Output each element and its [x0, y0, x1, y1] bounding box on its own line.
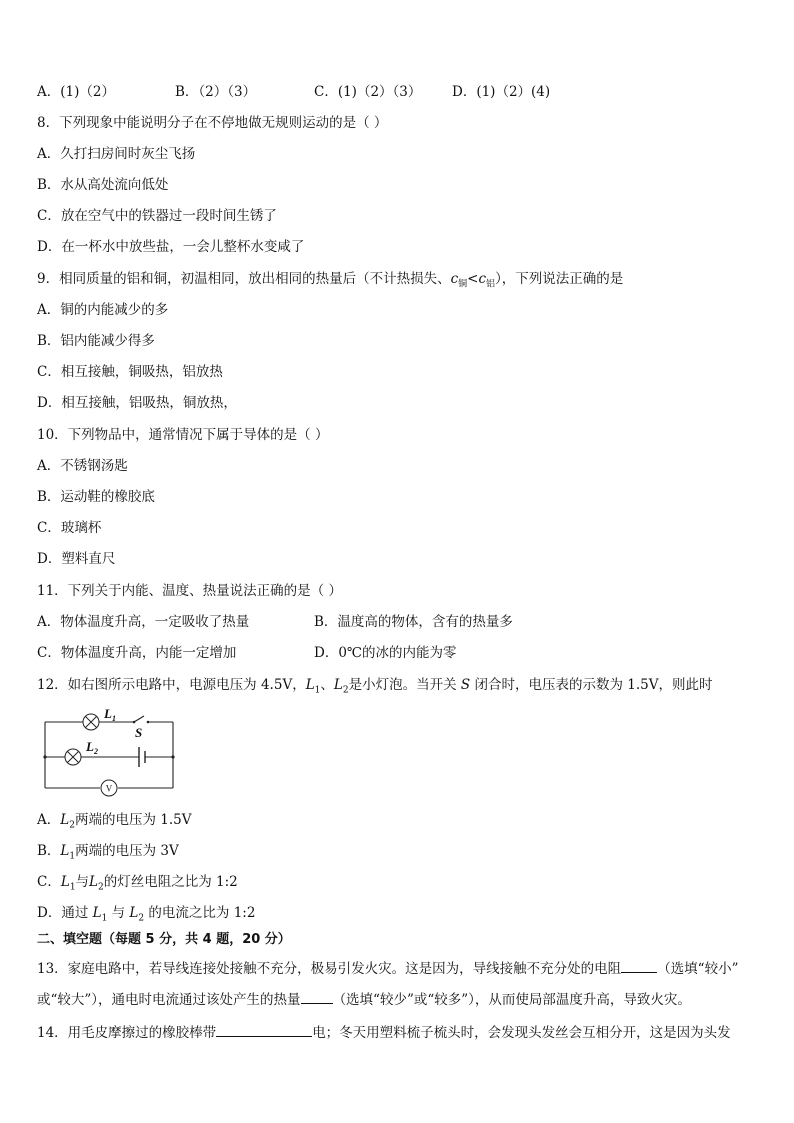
q12-stem-p2: 是小灯泡。当开关: [348, 677, 461, 693]
q12-l2: L: [333, 677, 343, 693]
q10-option-c: C．玻璃杯: [37, 520, 102, 536]
q8-option-b: B．水从高处流向低处: [37, 177, 169, 193]
battery-icon: [139, 747, 145, 767]
q13-line1: 13．家庭电路中，若导线连接处接触不充分，极易引发火灾。这是因为，导线接触不充分处的电阻 （选填“较小”: [37, 958, 739, 978]
q8-option-d: D．在一杯水中放些盐，一会儿整杯水变咸了: [37, 239, 305, 255]
q9-option-c: C．相互接触，铜吸热，铝放热: [37, 364, 223, 380]
q10-option-a: A．不锈钢汤匙: [37, 458, 128, 474]
q10-option-d: D．塑料直尺: [37, 551, 116, 567]
q8-option-c: C．放在空气中的铁器过一段时间生锈了: [37, 208, 277, 224]
q9-option-b: B．铝内能减少得多: [37, 333, 155, 349]
q11-option-a: A．物体温度升高，一定吸收了热量: [37, 614, 250, 630]
label-s: S: [135, 725, 143, 740]
q7-option-d: D．(1)（2）(4): [452, 84, 551, 100]
label-l2: $L_2$: [86, 739, 98, 756]
voltmeter-label: V: [105, 783, 113, 794]
q14-line1: 14．用毛皮摩擦过的橡胶棒带 电；冬天用塑料梳子梳头时，会发现头发丝会互相分开，这是因为头发: [37, 1022, 731, 1042]
q9-stem: [37, 270, 623, 294]
label-l1: $L_1$: [104, 706, 116, 723]
q9-sub-al: 铝: [486, 279, 496, 290]
q8-stem: 8．下列现象中能说明分子在不停地做无规则运动的是（ ）: [37, 115, 388, 131]
q11-option-c: C．物体温度升高，内能一定增加: [37, 645, 237, 661]
q12-stem: [37, 676, 712, 700]
q12-circuit-diagram: [40, 705, 180, 800]
q7-options: [37, 83, 757, 101]
q9-lt: <: [467, 271, 479, 287]
q9-sub-cu: 铜: [458, 279, 468, 290]
q9-option-d: D．相互接触，铝吸热，铜放热，: [37, 395, 237, 411]
junction-dot: [171, 755, 174, 758]
switch-contact-icon: [147, 721, 150, 724]
q12-option-b: B．$L_1$两端的电压为 3V: [37, 843, 179, 862]
q12-l2-sub: 2: [342, 685, 349, 696]
q12-s: S: [460, 677, 471, 693]
lamp-l1-icon: [83, 714, 99, 730]
q12-option-a: A．$L_2$两端的电压为 1.5V: [37, 812, 192, 831]
q10-stem: 10．下列物品中，通常情况下属于导体的是（ ）: [37, 427, 329, 443]
section-title-fill-in: 二、填空题（每题 5 分，共 4 题，20 分）: [37, 932, 291, 947]
q12-l1: L: [305, 677, 315, 693]
q9-c-al: c: [478, 271, 487, 287]
voltmeter-icon: [101, 780, 117, 796]
q13-blank-2[interactable]: [301, 989, 333, 1004]
q12-sep: 、: [320, 677, 334, 693]
junction-dot: [43, 755, 46, 758]
q11-option-d: D．0℃的冰的内能为零: [314, 645, 457, 661]
q9-stem-after: ），下列说法正确的是: [495, 271, 624, 287]
q9-c-cu: c: [450, 271, 459, 287]
q11-options-row1: [37, 613, 757, 631]
q7-option-c: C．(1)（2）（3）: [314, 84, 422, 100]
q7-option-a: A．(1)（2）: [37, 84, 115, 100]
q9-option-a: A．铜的内能减少的多: [37, 302, 169, 318]
q10-option-b: B．运动鞋的橡胶底: [37, 489, 155, 505]
switch-contact-icon: [133, 721, 136, 724]
q11-option-b: B．温度高的物体，含有的热量多: [314, 614, 513, 630]
q13-blank-1[interactable]: [621, 958, 657, 973]
q14-blank-1[interactable]: [216, 1022, 312, 1037]
q12-option-d: D．通过 $L_1$ 与 $L_2$ 的电流之比为 1:2: [37, 905, 256, 924]
q12-stem-p3: 闭合时，电压表的示数为 1.5V，则此时: [470, 677, 713, 693]
q11-stem: 11．下列关于内能、温度、热量说法正确的是（ ）: [37, 583, 342, 599]
q12-l1-sub: 1: [314, 685, 321, 696]
q13-line2: 或“较大”），通电时电流通过该处产生的热量 （选填“较少”或“较多”），从而使局部温度升高，导致火灾。: [37, 989, 691, 1009]
q9-stem-before: 9．相同质量的铝和铜，初温相同，放出相同的热量后（不计热损失、: [37, 271, 451, 287]
q8-option-a: A．久打扫房间时灰尘飞扬: [37, 146, 196, 162]
q12-option-c: C．$L_1$与$L_2$的灯丝电阻之比为 1:2: [37, 874, 238, 893]
lamp-l2-icon: [65, 749, 81, 765]
q7-option-b: B．（2）（3）: [175, 84, 257, 100]
q12-stem-p1: 12．如右图所示电路中，电源电压为 4.5V，: [37, 677, 306, 693]
q11-options-row2: [37, 644, 757, 662]
